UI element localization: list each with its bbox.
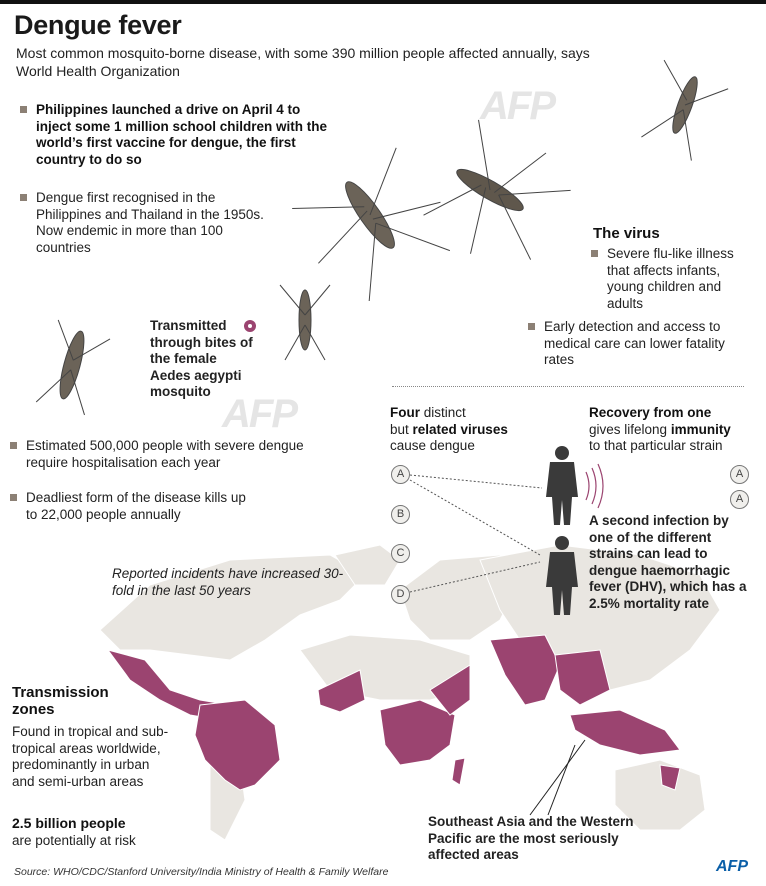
section-divider [392,386,744,387]
mosquito-icon [36,320,111,416]
fact-deadliest: Deadliest form of the disease kills up to 22,000 people annually [26,490,256,523]
zones-text: Found in tropical and sub-tropical areas worldwide, predominantly in urban and semi-urban areas [12,724,169,789]
mosquito-icon [419,116,581,282]
four-strains-text: Four distinct but related viruses cause dengue [390,405,508,453]
source-credit: Source: WHO/CDC/Stanford University/India Ministry of Health & Family Welfare [14,866,389,878]
fact-hospitalisation: Estimated 500,000 people with severe dengue require hospitalisation each year [26,438,306,471]
strain-b-badge: B [391,505,410,524]
afp-watermark: AFP [222,392,296,436]
maritime-asia-zone [570,710,680,755]
south-america-zone [195,700,280,790]
afp-logo: AFP [716,858,748,875]
southeast-asia-zone [555,650,610,705]
south-asia-zone [490,635,560,705]
risk-note: 2.5 billion people are potentially at risk [12,815,136,848]
zones-heading: Transmission zones [12,684,109,718]
bullet-marker [591,250,598,257]
mosquito-icon [280,285,330,360]
strain-a-badge-right: A [730,465,749,484]
bullet-marker [528,323,535,330]
afp-watermark: AFP [480,84,554,128]
strain-c-badge: C [391,544,410,563]
callout-lines [530,740,585,815]
increase-note: Reported incidents have increased 30-fold in the last 50 years [112,566,344,598]
second-infection-note: A second infection by one of the different strains can lead to dengue haemorrhagic fever (DHV), which has a 2.5% mortality rate [589,513,747,611]
strain-a-badge: A [391,465,410,484]
bullet-marker [10,442,17,449]
madagascar-zone [452,758,465,785]
strain-d-badge: D [391,585,410,604]
strain-a-badge-right-2: A [730,490,749,509]
fact-philippines: Philippines launched a drive on April 4 to inject some 1 million school children with the world’s first vaccine for dengue, the first country to do so [36,102,336,168]
mosquito-icon [635,60,730,164]
fact-history: Dengue first recognised in the Philippines and Thailand in the 1950s. Now endemic in more than 100 countries [36,190,271,256]
bullet-marker [10,494,17,501]
virus-heading: The virus [593,225,660,242]
bullet-marker [20,106,27,113]
central-africa-zone [380,700,455,765]
person-icon [546,446,578,525]
virus-point-detection: Early detection and access to medical care can lower fatality rates [544,319,744,369]
immunity-waves [586,464,603,508]
page-title: Dengue fever [14,10,182,40]
bullet-marker [20,194,27,201]
page-subtitle: Most common mosquito-borne disease, with some 390 million people affected annually, says World Health Organization [16,45,590,79]
virus-point-illness: Severe flu-like illness that affects infants, young children and adults [607,246,757,312]
recovery-text: Recovery from one gives lifelong immunity to that particular strain [589,405,731,453]
transmitted-note: Transmitted through bites of the female Aedes aegypti mosquito [150,318,253,399]
southeast-asia-note: Southeast Asia and the Western Pacific are the most seriously affected areas [428,814,634,862]
